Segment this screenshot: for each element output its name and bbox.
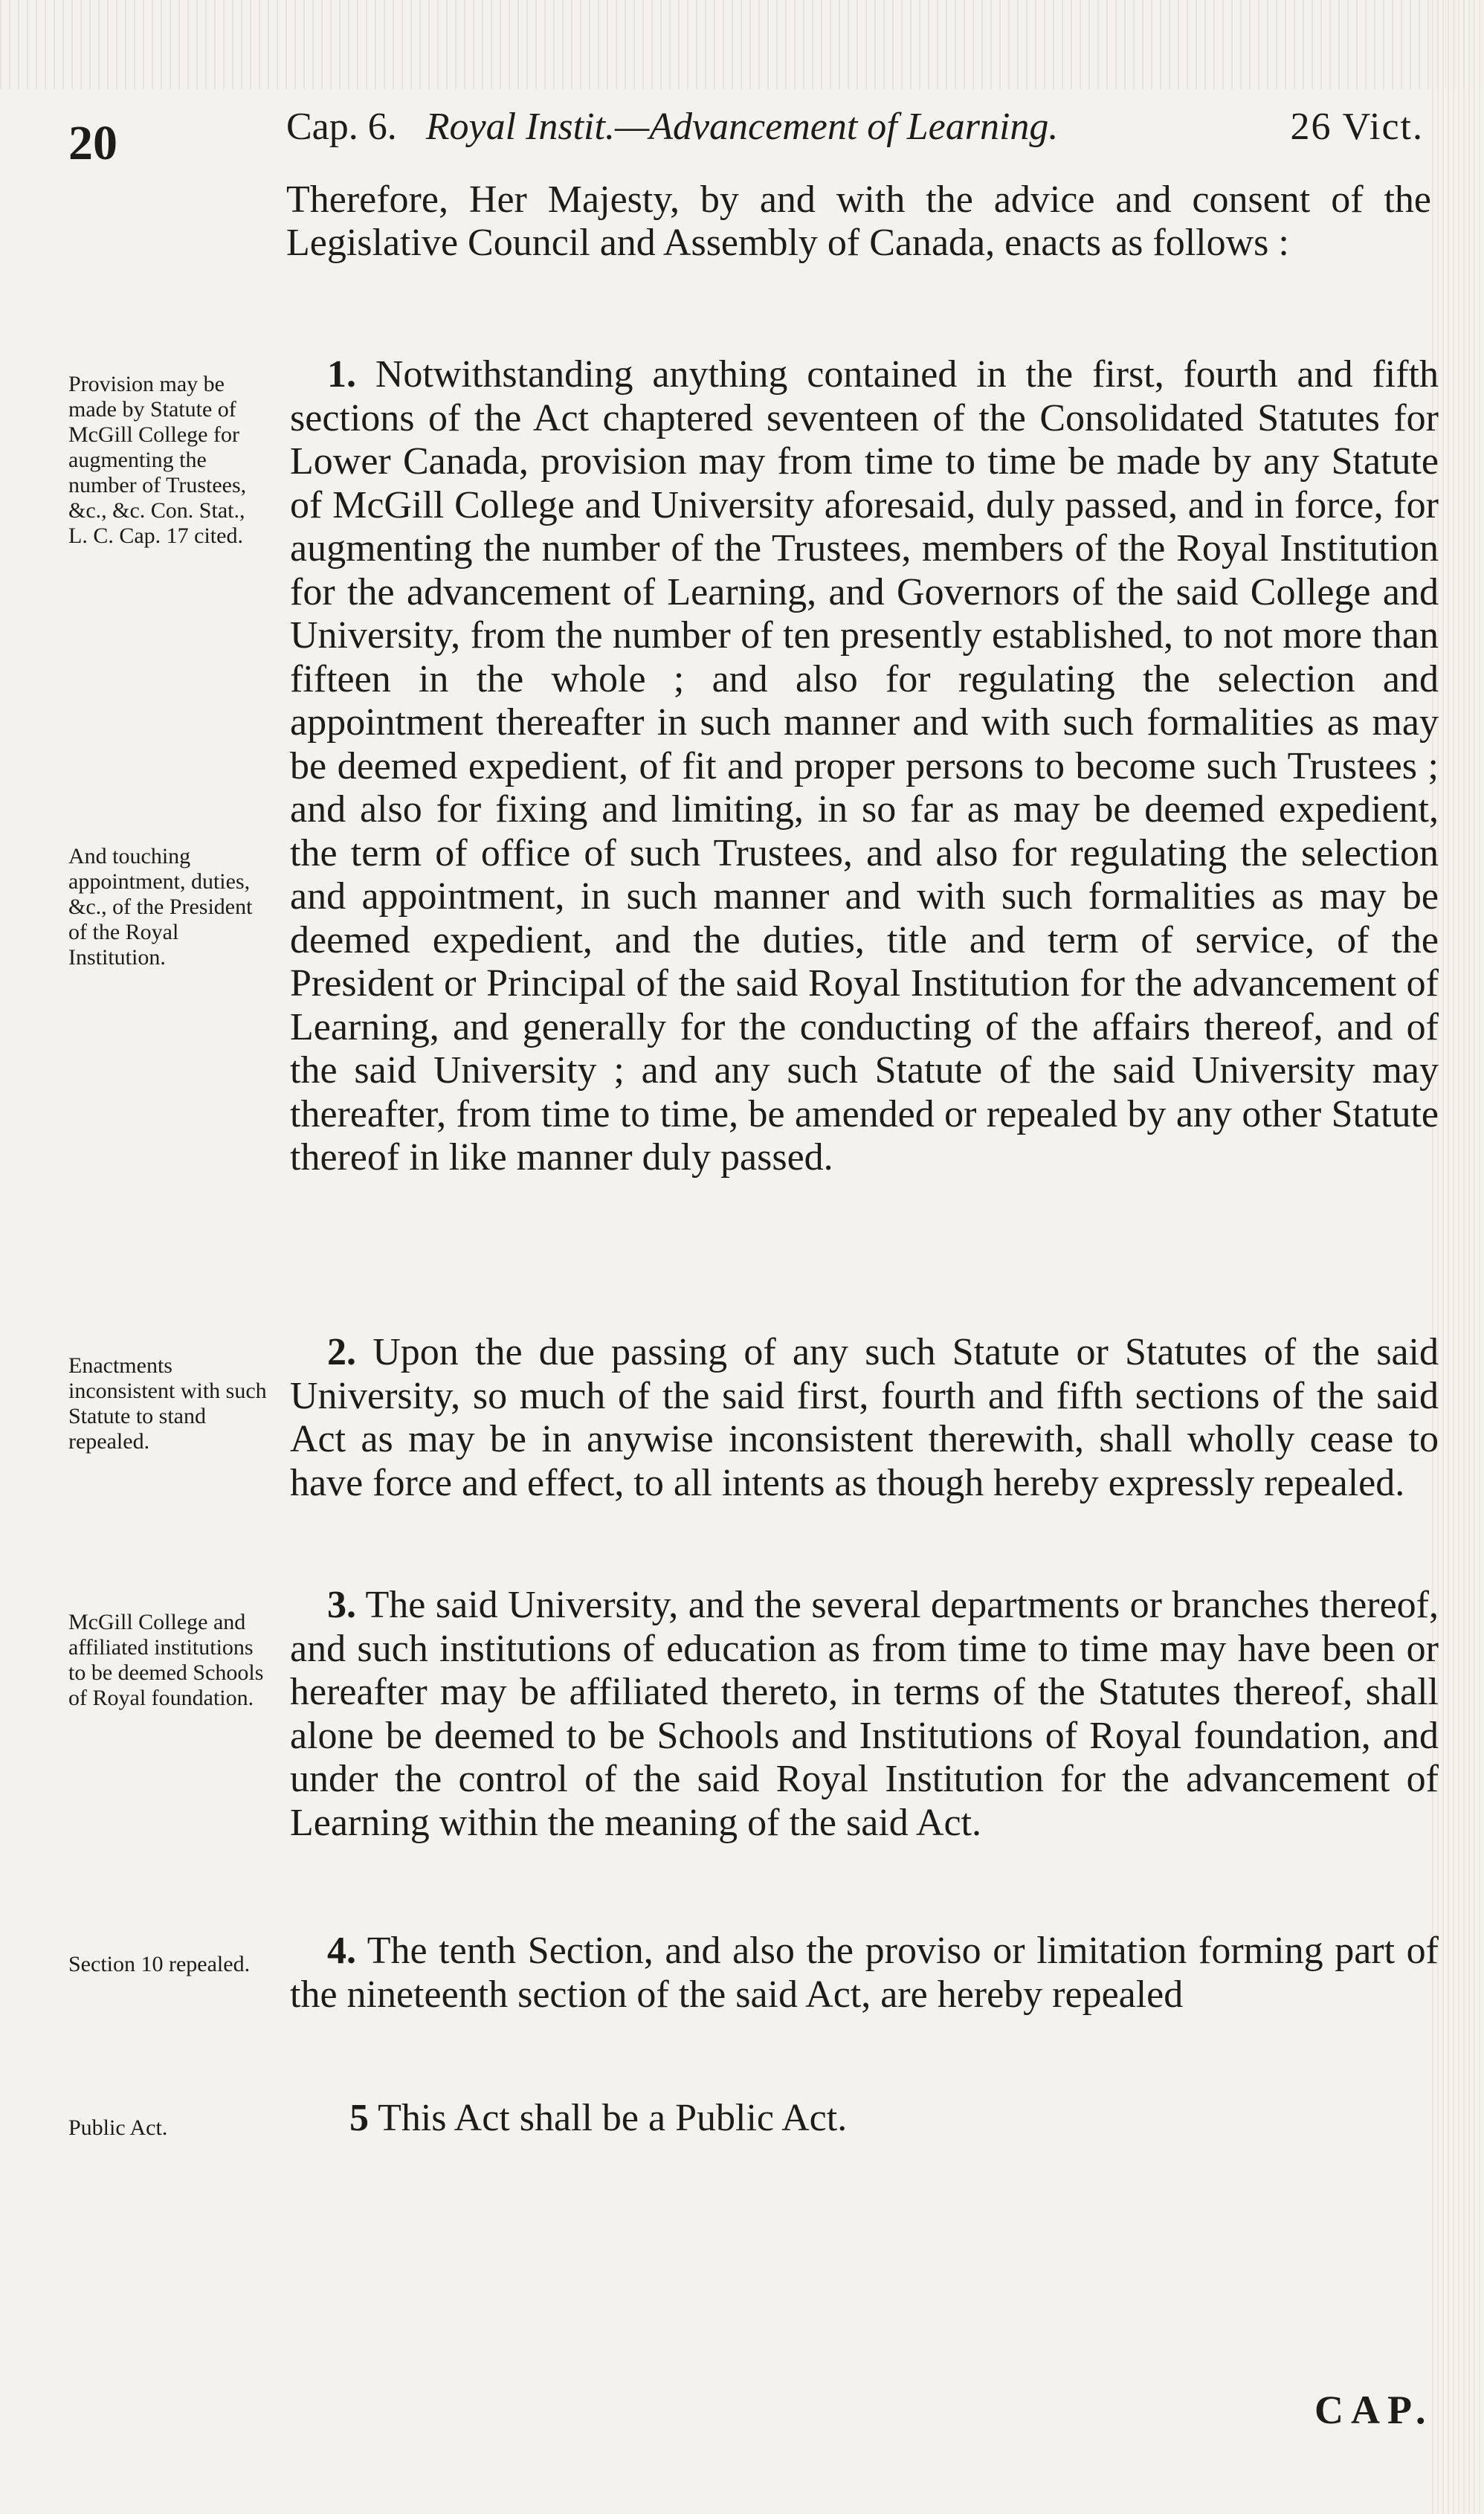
section-5 [290,2097,1439,2141]
enacting-clause: Therefore, Her Majesty, by and with the advice and consent of the Legislative Council and Assembly of Canada, enacts as follows : [286,178,1431,264]
act-title: Royal Instit.—Advancement of Learning. [425,106,1059,148]
section-number: 1. [327,353,356,396]
section-3 [290,1584,1439,1845]
marginal-note-5: Section 10 repealed. [68,1952,251,1976]
scan-texture-top [0,0,1484,89]
section-1 [290,353,1439,1180]
section-2 [290,1331,1439,1505]
section-number: 3. [327,1584,356,1626]
section-text: This Act shall be a Public Act. [378,2097,848,2139]
marginal-note-4: McGill College and affiliated institutions to be deemed Schools of Royal foundation. [68,1610,264,1710]
running-head [286,104,1424,150]
section-text: Notwithstanding anything contained in the first, fourth and fifth sections of the Act chaptered seventeen of the Consolidated Statutes for Lower Canada, provision may from time to time be made by any Statute of McGill College and University aforesaid, duly passed, and in force, for augmenting the number of the Trustees, members of the Royal Institution for the advancement of Learning, and Governors of the said College and University, from the number of ten presently established, to not more than fifteen in the whole ; and also for regulating the selection and appointment thereafter in such manner and with such formalities as may be deemed expedient, of fit and proper persons to become such Trustees ; and also for fixing and limiting, in so far as may be deemed expedient, the term of office of such Trustees, and also for regulating the selection and appointment, in such manner and with such formalities as may be deemed expedient, and the duties, title and term of service, of the President or Principal of the said Royal Institution for the advancement of Learning, and generally for the conducting of the affairs thereof, and of the said University ; and any such Statute of the said University may thereafter, from time to time, be amended or repealed by any other Statute thereof in like manner duly passed. [290,353,1439,1179]
marginal-note-2: And touching appointment, duties, &c., of the President of the Royal Institution. [68,844,253,970]
section-number: 2. [327,1331,356,1373]
section-text: The tenth Section, and also the proviso or limitation forming part of the nineteenth section of the said Act, are hereby repealed [290,1930,1439,2016]
scan-texture-edge [1432,0,1484,2514]
marginal-note-6: Public Act. [68,2115,168,2140]
catchword: CAP. [1314,2388,1433,2432]
page-number: 20 [68,116,117,170]
marginal-note-1: Provision may be made by Statute of McGill College for augmenting the number of Trustees, &c., &c. Con. Stat., L. C. Cap. 17 cited. [68,372,247,548]
section-text: Upon the due passing of any such Statute or Statutes of the said University, so much of the said first, fourth and fifth sections of the said Act as may be in anywise inconsistent therewith, shall wholly cease to have force and effect, to all intents as though hereby expressly repealed. [290,1331,1439,1504]
section-text: The said University, and the several departments or branches thereof, and such institutions of education as from time to time may have been or hereafter may be affiliated thereto, in terms of the Statutes thereof, shall alone be deemed to be Schools and Institutions of Royal foundation, and under the control of the said Royal Institution for the advancement of Learning within the meaning of the said Act. [290,1584,1439,1844]
section-number: 5 [349,2097,369,2139]
regnal-year: 26 Vict. [1290,106,1424,148]
chapter-label: Cap. 6. [286,106,397,148]
section-4 [290,1930,1439,2017]
section-number: 4. [327,1930,356,1972]
marginal-note-3: Enactments inconsistent with such Statute to stand repealed. [68,1353,267,1454]
